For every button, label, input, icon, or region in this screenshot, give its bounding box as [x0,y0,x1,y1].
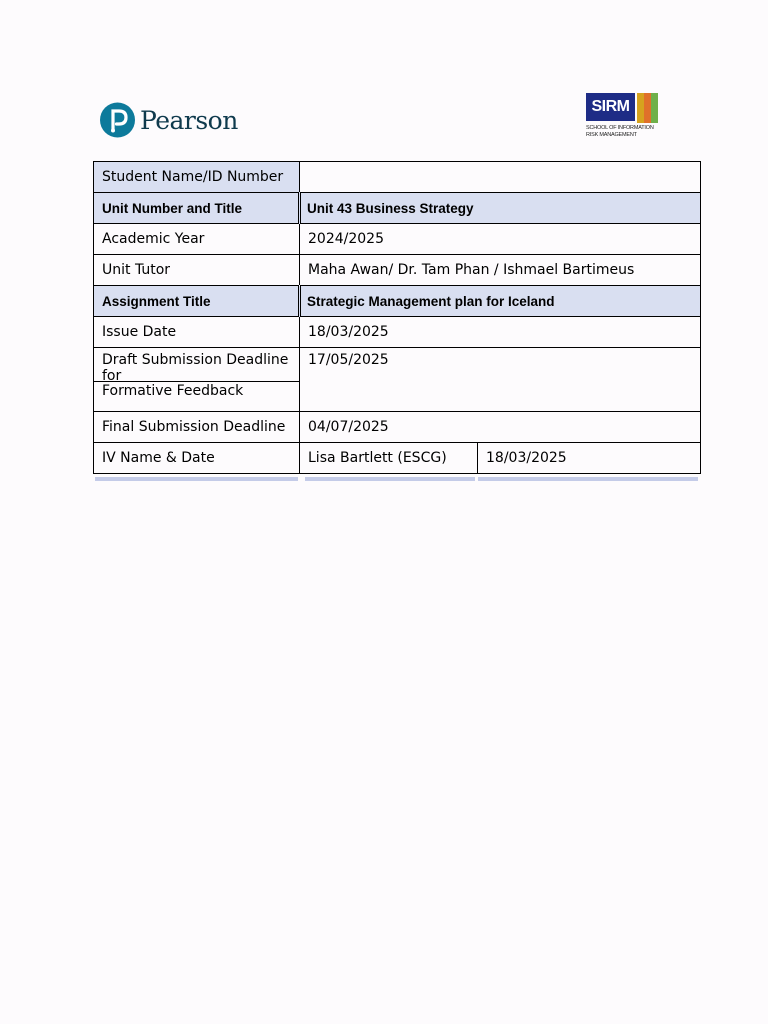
unit-tutor-value: Maha Awan/ Dr. Tam Phan / Ishmael Bartimeus [300,255,701,286]
unit-value: Unit 43 Business Strategy [300,193,701,224]
issue-date-label: Issue Date [94,317,300,348]
iv-label: IV Name & Date [94,443,300,474]
table-row [94,162,701,193]
table-row [94,224,701,255]
sirm-mark: SIRM [586,93,635,121]
academic-year-value: 2024/2025 [300,224,701,255]
draft-deadline-label-line1: Draft Submission Deadline for [94,348,299,382]
unit-label: Unit Number and Title [94,193,300,224]
student-name-value [300,162,701,193]
table-row [94,255,701,286]
table-row [94,412,701,443]
table-row [94,348,701,412]
pearson-wordmark: Pearson [140,105,238,135]
assignment-title-label: Assignment Title [94,286,300,317]
table-bottom-shade [95,477,298,481]
issue-date-value: 18/03/2025 [300,317,701,348]
table-bottom-shade [305,477,475,481]
table-row [94,443,701,474]
assignment-title-value: Strategic Management plan for Iceland [300,286,701,317]
iv-name: Lisa Bartlett (ESCG) [300,443,478,474]
draft-deadline-label-line2: Formative Feedback [102,383,244,399]
academic-year-label: Academic Year [94,224,300,255]
iv-date: 18/03/2025 [478,443,701,474]
table-row [94,286,701,317]
draft-deadline-label [94,348,300,412]
pearson-logo [100,100,238,140]
final-deadline-label: Final Submission Deadline [94,412,300,443]
sirm-subtitle-line1: SCHOOL OF INFORMATION [586,125,654,131]
pearson-p-icon [100,100,135,140]
final-deadline-value: 04/07/2025 [300,412,701,443]
student-name-label: Student Name/ID Number [94,162,300,193]
sirm-subtitle [586,125,666,139]
assignment-info-table [93,161,701,474]
sirm-stripes-icon [637,93,658,123]
sirm-subtitle-line2: RISK MANAGEMENT [586,132,637,138]
table-row [94,193,701,224]
unit-tutor-label: Unit Tutor [94,255,300,286]
table-bottom-shade [478,477,698,481]
table-row [94,317,701,348]
draft-deadline-value: 17/05/2025 [300,348,701,412]
sirm-logo [586,93,662,143]
